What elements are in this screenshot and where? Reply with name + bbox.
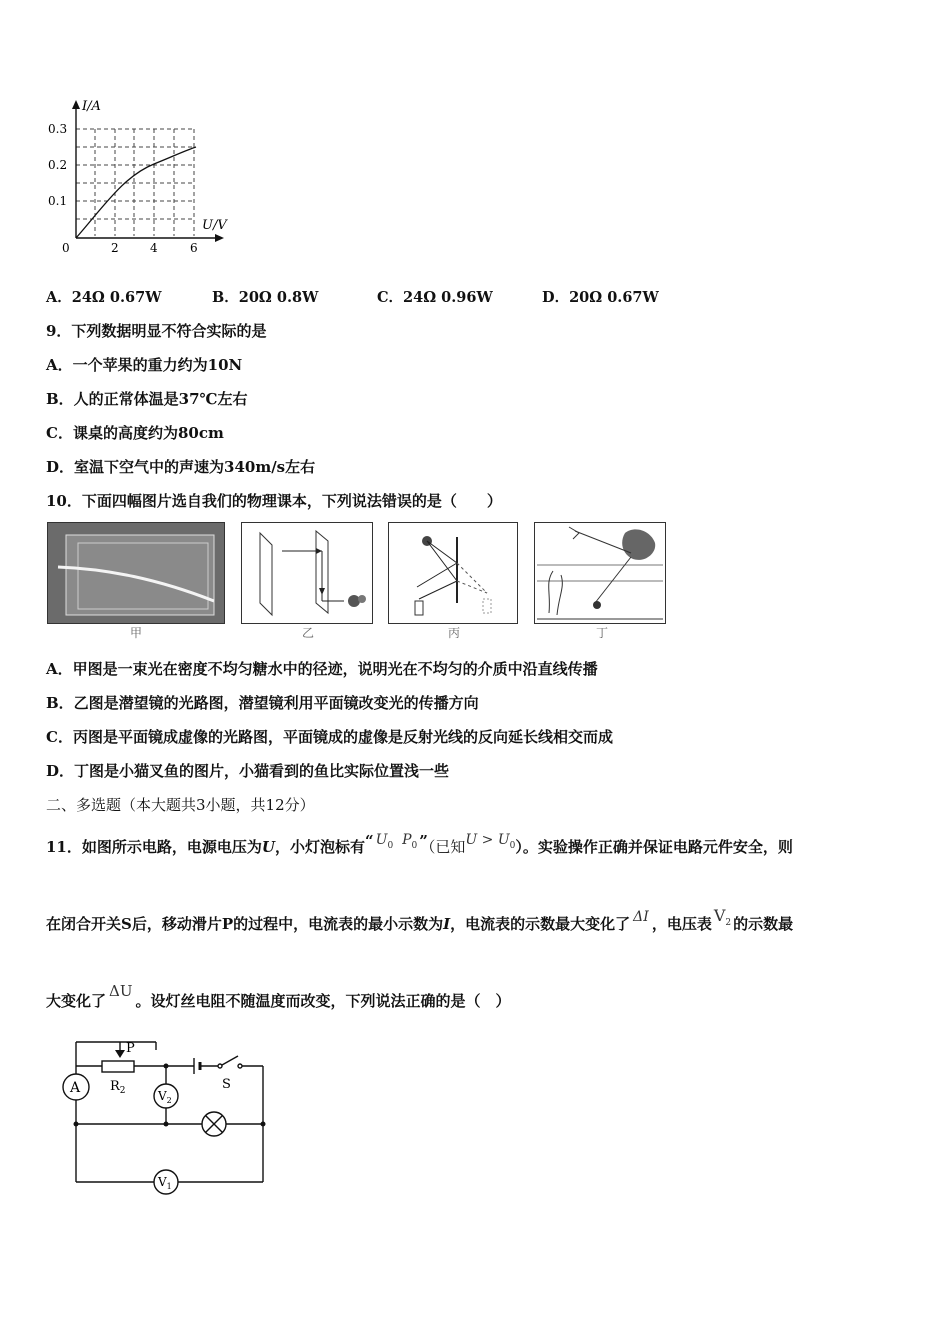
iu-graph [44,96,244,261]
v2-sub: 2 [166,1096,172,1105]
ammeter-label: A [70,1080,81,1096]
origin-label: 0 [62,241,70,255]
slider-label: P [126,1041,135,1056]
circuit-diagram [58,1036,278,1196]
q11-cond-gt: > [477,832,498,848]
y-tick-0.1: 0.1 [48,194,68,208]
q9-option-a: A．一个苹果的重力约为10N [46,356,243,374]
q11-voltmeter-v2 [712,906,733,929]
ammeter [63,1074,89,1100]
q9-option-d: D．室温下空气中的声速为340m/s左右 [46,458,316,476]
q11-text-3a: 大变化了 [46,992,107,1010]
figure-bing [388,522,518,624]
q9-option-c: C．课桌的高度约为80cm [46,424,224,442]
q11-text-2a: 在闭合开关S后，移动滑片P的过程中，电流表的最小示数为 [46,915,444,933]
iu-curve [76,147,196,238]
rheostat-sub: 2 [119,1086,126,1096]
q8-option-d: D．20Ω 0.67W [542,289,659,306]
q10-option-d: D．丁图是小猫叉鱼的图片，小猫看到的鱼比实际位置浅一些 [46,762,450,780]
x-tick-2: 2 [111,241,119,255]
q11-line-3 [46,982,511,1011]
figure-bing-label: 丙 [448,626,461,640]
q11-rating-math [374,832,420,851]
q11-text-2d: 的示数最 [733,915,794,933]
graph-grid [76,129,194,236]
q10-stem: 10．下面四幅图片选自我们的物理课本，下列说法错误的是（ ） [46,492,502,510]
q11-rating-p-sub: 0 [411,840,418,851]
figure-yi [241,522,373,624]
figure-yi-label: 乙 [302,626,315,640]
q8-option-c: C．24Ω 0.96W [377,289,493,306]
v1-letter: V [158,1175,167,1189]
junction-mid [164,1122,169,1127]
q8-option-a: A．24Ω 0.67W [46,289,162,306]
q11-quote-close: ” [419,832,428,850]
junction-top [164,1064,169,1069]
q11-rating-u: U [375,832,388,848]
q11-cond-u: U [465,832,478,848]
y-axis-arrow [72,100,80,109]
q11-delta-i: ΔI [633,909,649,925]
q9-option-b: B．人的正常体温是37℃左右 [46,390,248,408]
voltmeter-v2 [154,1084,178,1108]
v2-letter: V [158,1089,167,1103]
section-multiple-choice-heading: 二、多选题（本大题共3小题，共12分） [46,796,315,814]
slider-arrow [115,1050,125,1058]
q11-var-i: I [443,915,451,933]
q11-text-1b: ，小灯泡标有 [274,838,365,856]
q11-text-1d: ）。实验操作正确并保证电路元件安全，则 [515,838,793,856]
junction-left [74,1122,79,1127]
y-tick-0.3: 0.3 [48,122,68,136]
y-axis-label: I/A [82,99,101,114]
q11-delta-u: ΔU [109,982,133,1000]
y-tick-0.2: 0.2 [48,158,68,172]
voltmeter-v1 [154,1170,178,1194]
q11-condition-math [465,832,516,851]
figure-jia [47,522,225,624]
q11-line-1 [46,832,793,857]
q10-option-c: C．丙图是平面镜成虚像的光路图，平面镜成的虚像是反射光线的反向延长线相交而成 [46,728,613,746]
v1-sub: 1 [166,1182,172,1191]
q8-option-b: B．20Ω 0.8W [212,289,319,306]
q11-v2-sub: 2 [725,918,732,929]
figure-ding-label: 丁 [596,626,609,640]
figure-ding [534,522,666,624]
q11-text-2b: ，电流表的示数最大变化了 [450,915,631,933]
q11-var-u: U [261,838,275,856]
q11-rating-p: P [402,832,412,848]
x-tick-6: 6 [190,241,198,255]
q9-stem: 9．下列数据明显不符合实际的是 [46,322,267,340]
q11-text-2c: ，电压表 [651,915,712,933]
graph-axes [76,104,219,238]
rheostat-label [110,1079,126,1096]
q11-line-2 [46,906,793,934]
figure-jia-label: 甲 [130,626,143,640]
x-axis-arrow [215,234,224,242]
q11-cond-u0: U [497,832,510,848]
q11-rating-u-sub: 0 [387,840,394,851]
q11-text-3b: 。设灯丝电阻不随温度而改变，下列说法正确的是（ ） [135,992,511,1010]
q11-v2-letter: V [713,906,726,925]
q11-cond-u0-sub: 0 [509,840,516,851]
rheostat-letter: R [110,1079,120,1094]
x-axis-label: U/V [202,218,227,233]
q11-text-1a: 11．如图所示电路，电源电压为 [46,838,262,856]
q11-quote-open: “ [365,832,374,850]
q11-text-1c: （已知 [427,838,466,856]
lamp [202,1112,226,1136]
q10-option-a: A．甲图是一束光在密度不均匀糖水中的径迹，说明光在不均匀的介质中沿直线传播 [46,660,598,678]
q10-option-b: B．乙图是潜望镜的光路图，潜望镜利用平面镜改变光的传播方向 [46,694,479,712]
junction-right [261,1122,266,1127]
x-tick-4: 4 [150,241,158,255]
switch-label: S [222,1077,231,1092]
